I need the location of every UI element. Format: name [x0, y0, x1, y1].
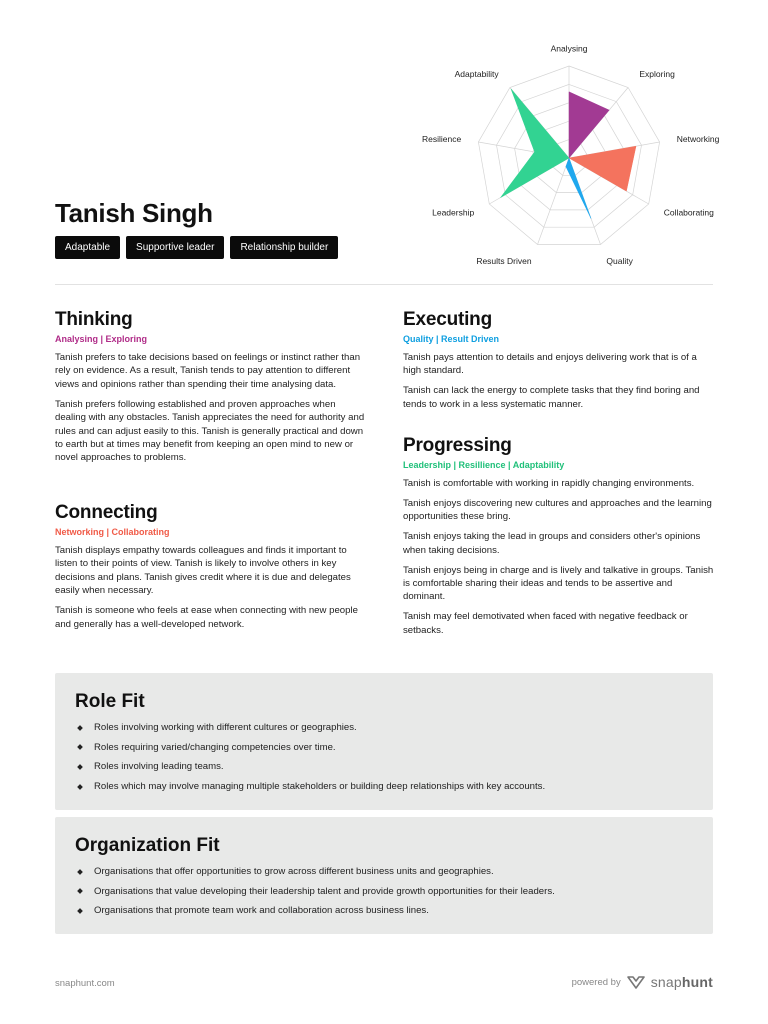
snaphunt-logo-icon: [627, 975, 645, 989]
footer-branding: [572, 974, 713, 990]
section-paragraph: Tanish may feel demotivated when faced with negative feedback or setbacks.: [403, 611, 688, 636]
list-item: [75, 865, 693, 878]
diamond-bullet-icon: [77, 784, 83, 790]
list-item-text: Organisations that offer opportunities to grow across different business units and geographies.: [94, 866, 494, 877]
radar-axis-label: Networking: [676, 134, 720, 144]
radar-axis-label: Collaborating: [663, 207, 714, 218]
section-paragraph: Tanish prefers following established and proven approaches when dealing with any obstacles. Tanish appreciates the need for authority and rules and can adjust easily to this. Tanish is generally practical and down to earth but at times may benefit from keeping an open mind to new or novel approaches to problems.: [55, 398, 365, 464]
list-item-text: Roles which may involve managing multiple stakeholders or building deep relationships with key accounts.: [94, 781, 546, 793]
role-fit-title: Role Fit: [75, 691, 145, 712]
list-item-text: Organisations that value developing their leadership talent and provide growth opportunities for their leaders.: [94, 885, 555, 897]
section-paragraph: Tanish enjoys being in charge and is lively and talkative in groups. Tanish is comfortable sharing their ideas and tends to be assertive and dominant.: [403, 564, 714, 603]
list-item-text: Roles involving working with different cultures or geographies.: [94, 722, 357, 733]
organization-fit-list: [75, 865, 693, 917]
section-subtitle: Quality | Result Driven: [403, 334, 500, 344]
section-paragraph: Tanish is someone who feels at ease when connecting with new people and generally has a well-developed network.: [55, 605, 358, 630]
powered-by-text: powered by: [571, 976, 621, 988]
section-subtitle: Leadership | Resillience | Adaptability: [403, 460, 565, 470]
brand-wordmark-light: snap: [650, 974, 682, 990]
divider: [55, 284, 713, 285]
section-title: Executing: [403, 309, 492, 330]
trait-tag: Supportive leader: [126, 236, 224, 259]
section-paragraph: Tanish enjoys taking the lead in groups and considers other's opinions when taking decisions.: [403, 531, 701, 556]
radar-axis-label: Adaptability: [454, 69, 499, 80]
candidate-name: Tanish Singh: [55, 198, 213, 228]
section-paragraph: Tanish prefers to take decisions based on feelings or instinct rather than rely on evidence. As a result, Tanish tends to pay attention to different views and opinions rather than spending their time analysing data.: [55, 352, 361, 390]
list-item: [75, 904, 693, 917]
section-title: Thinking: [55, 309, 133, 330]
section-title: Progressing: [403, 435, 512, 456]
footer-site-link[interactable]: snaphunt.com: [55, 978, 115, 989]
section-paragraph: Tanish pays attention to details and enjoys delivering work that is of a high standard.: [403, 352, 697, 377]
section-subtitle: Analysing | Exploring: [55, 334, 148, 344]
radar-areas: [501, 89, 637, 219]
role-fit-panel: [55, 673, 713, 810]
radar-axis-label: Quality: [606, 255, 633, 266]
radar-axis-label: Analysing: [550, 43, 588, 54]
radar-axis-label: Results Driven: [476, 255, 532, 266]
diamond-bullet-icon: [77, 764, 83, 770]
section-paragraph: Tanish displays empathy towards colleagues and finds it important to listen to their points of view. Tanish is likely to involve others in key decisions and plans. Tanish gives credit where it is due and delegates easily when necessary.: [55, 545, 351, 597]
diamond-bullet-icon: [77, 908, 83, 914]
section-connecting: [55, 502, 367, 637]
radar-axis-label: Leadership: [432, 207, 475, 218]
list-item: [75, 780, 693, 793]
role-fit-list: [75, 721, 693, 793]
section-paragraph: Tanish can lack the energy to complete tasks that they find boring and tends to work in a less systematic manner.: [403, 385, 700, 410]
trait-tags: [55, 236, 338, 259]
radar-axis-label: Exploring: [639, 69, 675, 80]
section-progressing: [403, 435, 715, 644]
brand-wordmark-bold: hunt: [681, 974, 713, 990]
trait-tag: Adaptable: [55, 236, 120, 259]
diamond-bullet-icon: [77, 888, 83, 894]
list-item: [75, 760, 693, 773]
list-item: [75, 741, 693, 754]
diamond-bullet-icon: [77, 725, 83, 731]
diamond-bullet-icon: [77, 744, 83, 750]
section-thinking: [55, 309, 367, 471]
section-paragraph: Tanish enjoys discovering new cultures and approaches and the learning opportunities these bring.: [403, 497, 712, 523]
diamond-bullet-icon: [77, 869, 83, 875]
list-item-text: Roles requiring varied/changing competencies over time.: [94, 741, 336, 753]
radar-area-connecting: [569, 146, 636, 191]
organization-fit-title: Organization Fit: [75, 835, 220, 856]
list-item: [75, 721, 693, 734]
list-item-text: Roles involving leading teams.: [94, 761, 224, 773]
organization-fit-panel: [55, 817, 713, 934]
section-title: Connecting: [55, 502, 158, 523]
radar-axis-label: Resilience: [421, 134, 462, 144]
list-item: [75, 885, 693, 898]
section-executing: [403, 309, 715, 418]
section-subtitle: Networking | Collaborating: [55, 527, 170, 537]
trait-tag: Relationship builder: [230, 236, 338, 259]
section-paragraph: Tanish is comfortable with working in rapidly changing environments.: [403, 478, 695, 489]
brand-wordmark: [651, 974, 713, 990]
list-item-text: Organisations that promote team work and collaboration across business lines.: [94, 905, 429, 917]
radar-chart: [418, 43, 728, 266]
